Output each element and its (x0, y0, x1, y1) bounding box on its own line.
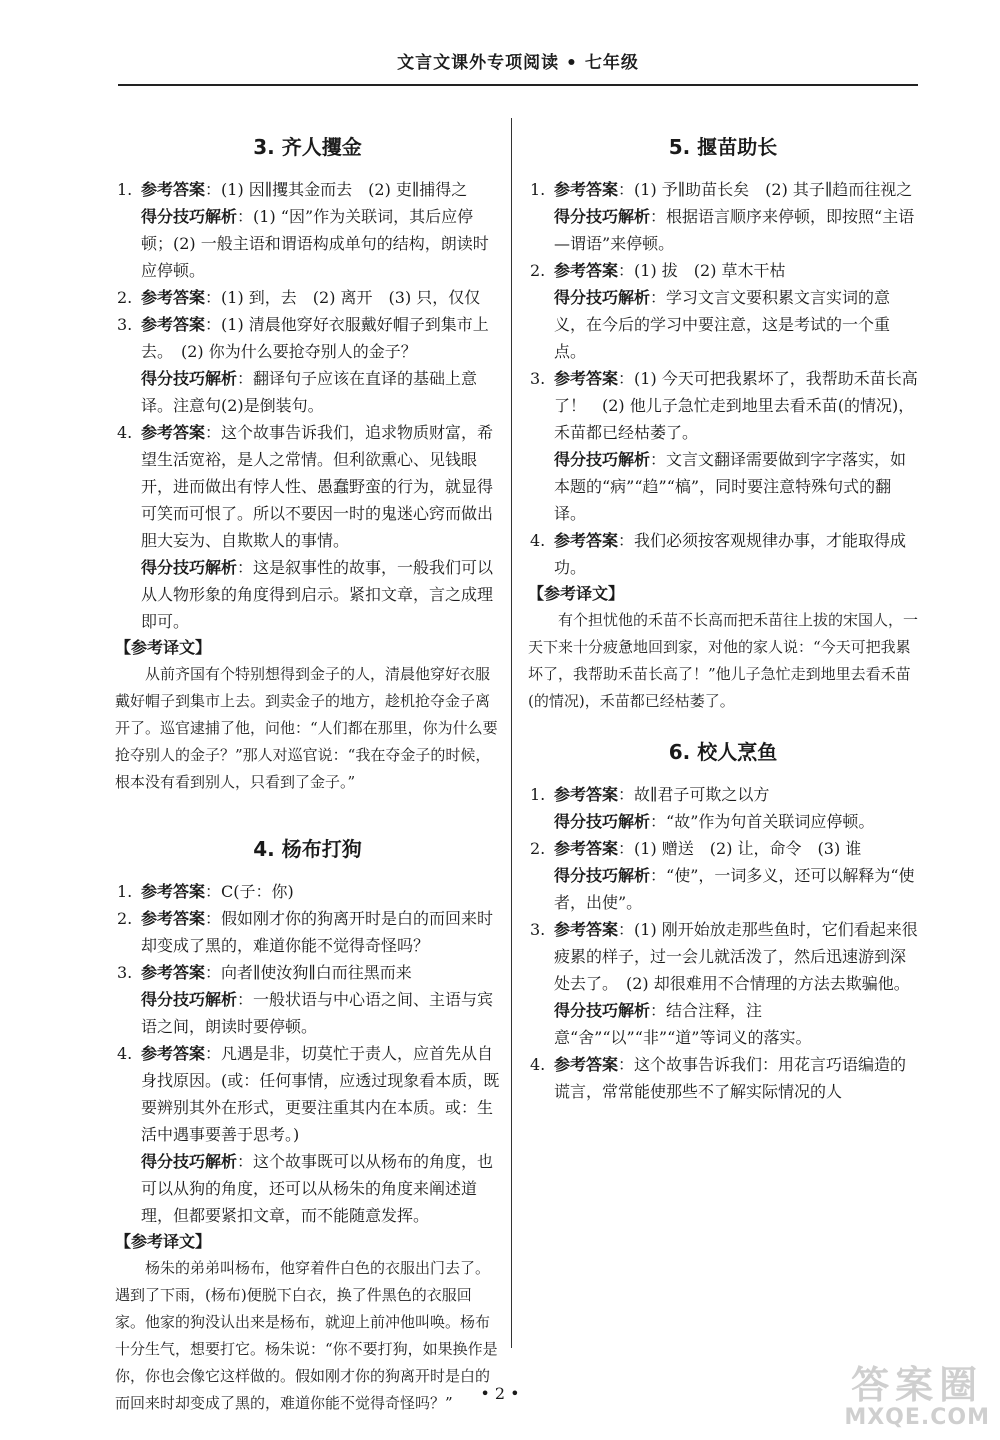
answer-label: 参考答案 (554, 839, 619, 858)
analysis-label: 得分技巧解析 (141, 990, 238, 1009)
answer-label: 参考答案 (141, 963, 206, 982)
section-title-4: 4. 杨布打狗 (253, 837, 362, 861)
translation-body: 杨朱的弟弟叫杨布，他穿着件白色的衣服出门去了。遇到了下雨，(杨布)便脱下白衣，换了件黑色的衣服回家。他家的狗没认出来是杨布，就迎上前冲他叫唤。杨布十分生气，想要打它。杨朱说：“你不要打狗，如果换作是你，你也会像它这样做的。假如刚才你的狗离开时是白的而回来时却变成了黑的，难道你能不觉得奇怪吗？” (115, 1259, 498, 1412)
analysis-text: ：(1) “因”作为关联词，其后应停顿；(2) 一般主语和谓语构成单句的结构，朗读时应停顿。 (141, 207, 489, 280)
answer-text: ：(1) 刚开始放走那些鱼时，它们看起来很疲累的样子，过一会儿就活泼了，然后迅速游到深处去了。 (2) 却很难用不合情理的方法去欺骗他。 (554, 920, 918, 993)
answer-paragraph (554, 257, 918, 284)
analysis-text: ：文言文翻译需要做到字字落实，如本题的“病”“趋”“槁”，同时要注意特殊句式的翻译。 (554, 450, 907, 523)
analysis-paragraph (554, 284, 918, 365)
analysis-label: 得分技巧解析 (554, 866, 651, 885)
answer-text: ：(1) 赠送 (2) 让，命令 (3) 谁 (618, 839, 862, 858)
question-number: 3. (117, 315, 133, 334)
answer-label: 参考答案 (141, 315, 206, 334)
question-item (115, 176, 500, 284)
answer-paragraph (554, 1051, 918, 1105)
watermark-text: 答案圈 (851, 1363, 984, 1407)
answer-label: 参考答案 (554, 1055, 619, 1074)
answer-paragraph (554, 527, 918, 581)
analysis-label: 得分技巧解析 (554, 1001, 651, 1020)
answer-label: 参考答案 (554, 531, 619, 550)
analysis-label: 得分技巧解析 (554, 288, 651, 307)
answer-paragraph (554, 365, 918, 446)
analysis-paragraph (141, 554, 500, 635)
answer-label: 参考答案 (554, 920, 619, 939)
answer-paragraph (554, 835, 918, 862)
answer-label: 参考答案 (554, 785, 619, 804)
answer-label: 参考答案 (141, 423, 206, 442)
section-title-3: 3. 齐人攫金 (253, 135, 362, 159)
question-number: 3. (530, 920, 546, 939)
question-number: 1. (117, 180, 133, 199)
column-divider (511, 118, 512, 1348)
question-number: 1. (530, 785, 546, 804)
answer-text: ：凡遇是非，切莫忙于责人，应首先从自身找原因。(或：任何事情，应透过现象看本质，既要辨别其外在形式，更要注重其内在本质。或：生活中遇事要善于思考。) (141, 1044, 500, 1144)
answer-paragraph (141, 959, 500, 986)
answer-text: ：(1) 因∥攫其金而去 (2) 吏∥捕得之 (205, 180, 468, 199)
translation-body: 从前齐国有个特别想得到金子的人，清晨他穿好衣服戴好帽子到集市上去。到卖金子的地方，趁机抢夺金子离开了。巡官逮捕了他，问他：“人们都在那里，你为什么要抢夺别人的金子？”那人对巡官说：“我在夺金子的时候，根本没有看到别人，只看到了金子。” (115, 665, 498, 791)
question-item (528, 257, 918, 365)
section-title-5: 5. 揠苗助长 (668, 135, 778, 159)
analysis-paragraph (554, 808, 918, 835)
question-item (115, 1040, 500, 1229)
question-number: 4. (117, 1044, 133, 1063)
answer-text: ：(1) 予∥助苗长矣 (2) 其子∥趋而往视之 (618, 180, 913, 199)
answer-label: 参考答案 (141, 909, 206, 928)
answer-paragraph (554, 781, 918, 808)
answer-text: ：故∥君子可欺之以方 (618, 785, 770, 804)
question-item (528, 176, 918, 257)
analysis-label: 得分技巧解析 (141, 1152, 238, 1171)
question-item (528, 835, 918, 916)
analysis-label: 得分技巧解析 (141, 558, 238, 577)
question-item (528, 781, 918, 835)
analysis-label: 得分技巧解析 (141, 369, 238, 388)
answer-text: ：(1) 到，去 (2) 离开 (3) 只，仅仅 (205, 288, 481, 307)
answer-paragraph (141, 176, 500, 203)
analysis-paragraph (554, 446, 918, 527)
analysis-paragraph (141, 203, 500, 284)
question-item (115, 905, 500, 959)
analysis-label: 得分技巧解析 (554, 812, 651, 831)
question-item (528, 365, 918, 527)
running-header: 文言文课外专项阅读 • 七年级 (397, 53, 639, 73)
answer-label: 参考答案 (554, 369, 619, 388)
analysis-paragraph (554, 862, 918, 916)
answer-label: 参考答案 (141, 882, 206, 901)
question-item (528, 1051, 918, 1105)
question-number: 4. (117, 423, 133, 442)
answer-text: ：C(子：你) (205, 882, 294, 901)
analysis-paragraph (141, 986, 500, 1040)
question-item (115, 878, 500, 905)
question-item (115, 959, 500, 1040)
answer-text: ：假如刚才你的狗离开时是白的而回来时却变成了黑的，难道你能不觉得奇怪吗？ (141, 909, 494, 955)
answer-text: ：这个故事告诉我们，追求物质财富，希望生活宽裕，是人之常情。但利欲熏心、见钱眼开，进而做出有悖人性、愚蠢野蛮的行为，就显得可笑而可恨了。所以不要因一时的鬼迷心窍而做出胆大妄为、自欺欺人的事情。 (141, 423, 494, 550)
analysis-label: 得分技巧解析 (554, 207, 651, 226)
question-number: 2. (117, 288, 133, 307)
answer-text: ：我们必须按客观规律办事，才能取得成功。 (554, 531, 907, 577)
analysis-text: ：结合注释，注意“舍”“以”“非”“道”等词义的落实。 (554, 1001, 812, 1047)
analysis-label: 得分技巧解析 (554, 450, 651, 469)
answer-text: ：(1) 拔 (2) 草木干枯 (618, 261, 786, 280)
answer-label: 参考答案 (141, 288, 206, 307)
translation-heading: 【参考译文】 (115, 638, 212, 657)
page-number: • 2 • (480, 1384, 520, 1403)
answer-paragraph (141, 905, 500, 959)
answer-paragraph (554, 916, 918, 997)
answer-paragraph (141, 419, 500, 554)
question-number: 1. (530, 180, 546, 199)
analysis-label: 得分技巧解析 (141, 207, 238, 226)
answer-label: 参考答案 (554, 261, 619, 280)
question-item (115, 284, 500, 311)
question-number: 4. (530, 1055, 546, 1074)
question-number: 4. (530, 531, 546, 550)
answer-paragraph (141, 311, 500, 365)
analysis-paragraph (141, 365, 500, 419)
analysis-paragraph (554, 203, 918, 257)
answer-label: 参考答案 (141, 1044, 206, 1063)
answer-paragraph (554, 176, 918, 203)
answer-label: 参考答案 (141, 180, 206, 199)
question-number: 3. (117, 963, 133, 982)
question-item (115, 311, 500, 419)
analysis-text: ：这是叙事性的故事，一般我们可以从人物形象的角度得到启示。紧扣文章，言之成理即可。 (141, 558, 494, 631)
analysis-text: ：根据语言顺序来停顿，即按照“主语—谓语”来停顿。 (554, 207, 915, 253)
analysis-paragraph (554, 997, 918, 1051)
watermark-logo (844, 1365, 990, 1431)
right-column (528, 118, 918, 1105)
analysis-text: ：学习文言文要积累文言实词的意义，在今后的学习中要注意，这是考试的一个重点。 (554, 288, 891, 361)
translation-body: 有个担忧他的禾苗不长高而把禾苗往上拔的宋国人，一天下来十分疲惫地回到家，对他的家人说：“今天可把我累坏了，我帮助禾苗长高了！”他儿子急忙走到地里去看禾苗(的情况)，禾苗都已经枯萎了。 (528, 611, 919, 710)
question-number: 3. (530, 369, 546, 388)
header-rule (118, 84, 918, 86)
answer-paragraph (141, 878, 500, 905)
analysis-text: ：翻译句子应该在直译的基础上意译。注意句(2)是倒装句。 (141, 369, 478, 415)
answer-text: ：(1) 清晨他穿好衣服戴好帽子到集市上去。 (2) 你为什么要抢夺别人的金子？ (141, 315, 489, 361)
question-number: 1. (117, 882, 133, 901)
section-title-6: 6. 校人烹鱼 (668, 740, 778, 764)
answer-paragraph (141, 1040, 500, 1148)
analysis-text: ：“使”，一词多义，还可以解释为“使者，出使”。 (554, 866, 915, 912)
left-column (115, 118, 500, 1417)
answer-paragraph (141, 284, 500, 311)
answer-text: ：(1) 今天可把我累坏了，我帮助禾苗长高了！ (2) 他儿子急忙走到地里去看禾苗(的情况)，禾苗都已经枯萎了。 (554, 369, 918, 442)
watermark-url: MXQE.COM (844, 1405, 990, 1430)
answer-text: ：向者∥使汝狗∥白而往黑而来 (205, 963, 412, 982)
translation-heading: 【参考译文】 (528, 584, 625, 603)
analysis-text: ：一般状语与中心语之间、主语与宾语之间，朗读时要停顿。 (141, 990, 494, 1036)
question-item (115, 419, 500, 635)
translation-heading: 【参考译文】 (115, 1232, 212, 1251)
analysis-text: ：“故”作为句首关联词应停顿。 (650, 812, 875, 831)
answer-text: ：这个故事告诉我们：用花言巧语编造的谎言，常常能使那些不了解实际情况的人 (554, 1055, 907, 1101)
analysis-paragraph (141, 1148, 500, 1229)
answer-label: 参考答案 (554, 180, 619, 199)
question-number: 2. (530, 261, 546, 280)
analysis-text: ：这个故事既可以从杨布的角度，也可以从狗的角度，还可以从杨朱的角度来阐述道理，但都要紧扣文章，而不能随意发挥。 (141, 1152, 494, 1225)
question-number: 2. (530, 839, 546, 858)
question-item (528, 916, 918, 1051)
question-item (528, 527, 918, 581)
question-number: 2. (117, 909, 133, 928)
